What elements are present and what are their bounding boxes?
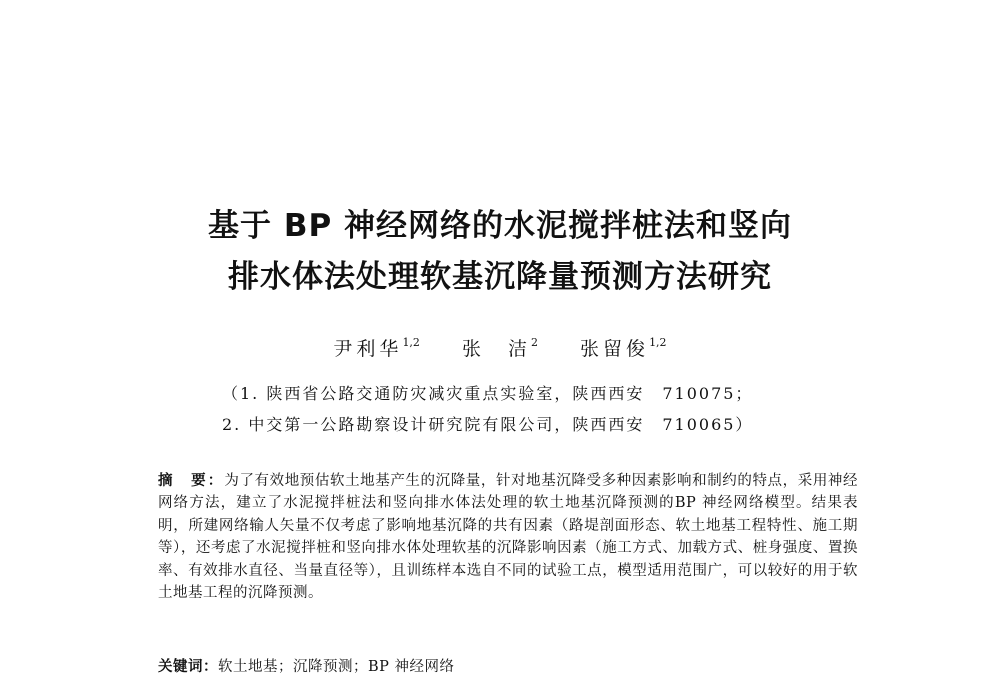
author [462,334,538,361]
abstract-text: 为了有效地预估软土地基产生的沉降量，针对地基沉降受多种因素影响和制约的特点，采用神经网络方法，建立了水泥搅拌桩法和竖向排水体法处理的软土地基沉降预测的BP 神经网络模型。结果表明，所建网络输人矢量不仅考虑了影响地基沉降的共有因素（路堤剖面形态、软土地基工程特性、施工期等），还考虑了水泥搅拌桩和竖向排水体处理软基的沉降影响因素（施工方式、加载方式、桩身强度、置换率、有效排水直径、当量直径等），且训练样本选自不同的试验工点，模型适用范围广，可以较好的用于软土地基工程的沉降预测。 [158,473,858,602]
author-name: 尹利华 [333,338,403,360]
paper-title-line-2: 排水体法处理软基沉降量预测方法研究 [228,259,772,295]
keywords-text: 软土地基；沉降预测；BP 神经网络 [218,659,455,675]
author-name: 张留俊 [580,338,650,360]
paper-title-line-1: 基于 BP 神经网络的水泥搅拌桩法和竖向 [208,208,792,244]
author-affiliation-mark: 1,2 [402,336,420,349]
keywords [158,656,858,678]
author [333,334,420,361]
author-affiliation-mark: 2 [531,336,538,349]
keywords-label: 关键词： [158,659,218,675]
affiliation-line-2: 2. 中交第一公路勘察设计研究院有限公司，陕西西安 710065） [222,415,754,434]
abstract [158,470,858,604]
author-list [0,334,1000,361]
author-name: 张 洁 [461,338,531,360]
author [580,334,667,361]
author-affiliation-mark: 1,2 [649,336,667,349]
abstract-label: 摘 要： [158,473,225,489]
affiliation-line-1: （1. 陕西省公路交通防灾减灾重点实验室，陕西西安 710075； [222,384,754,403]
